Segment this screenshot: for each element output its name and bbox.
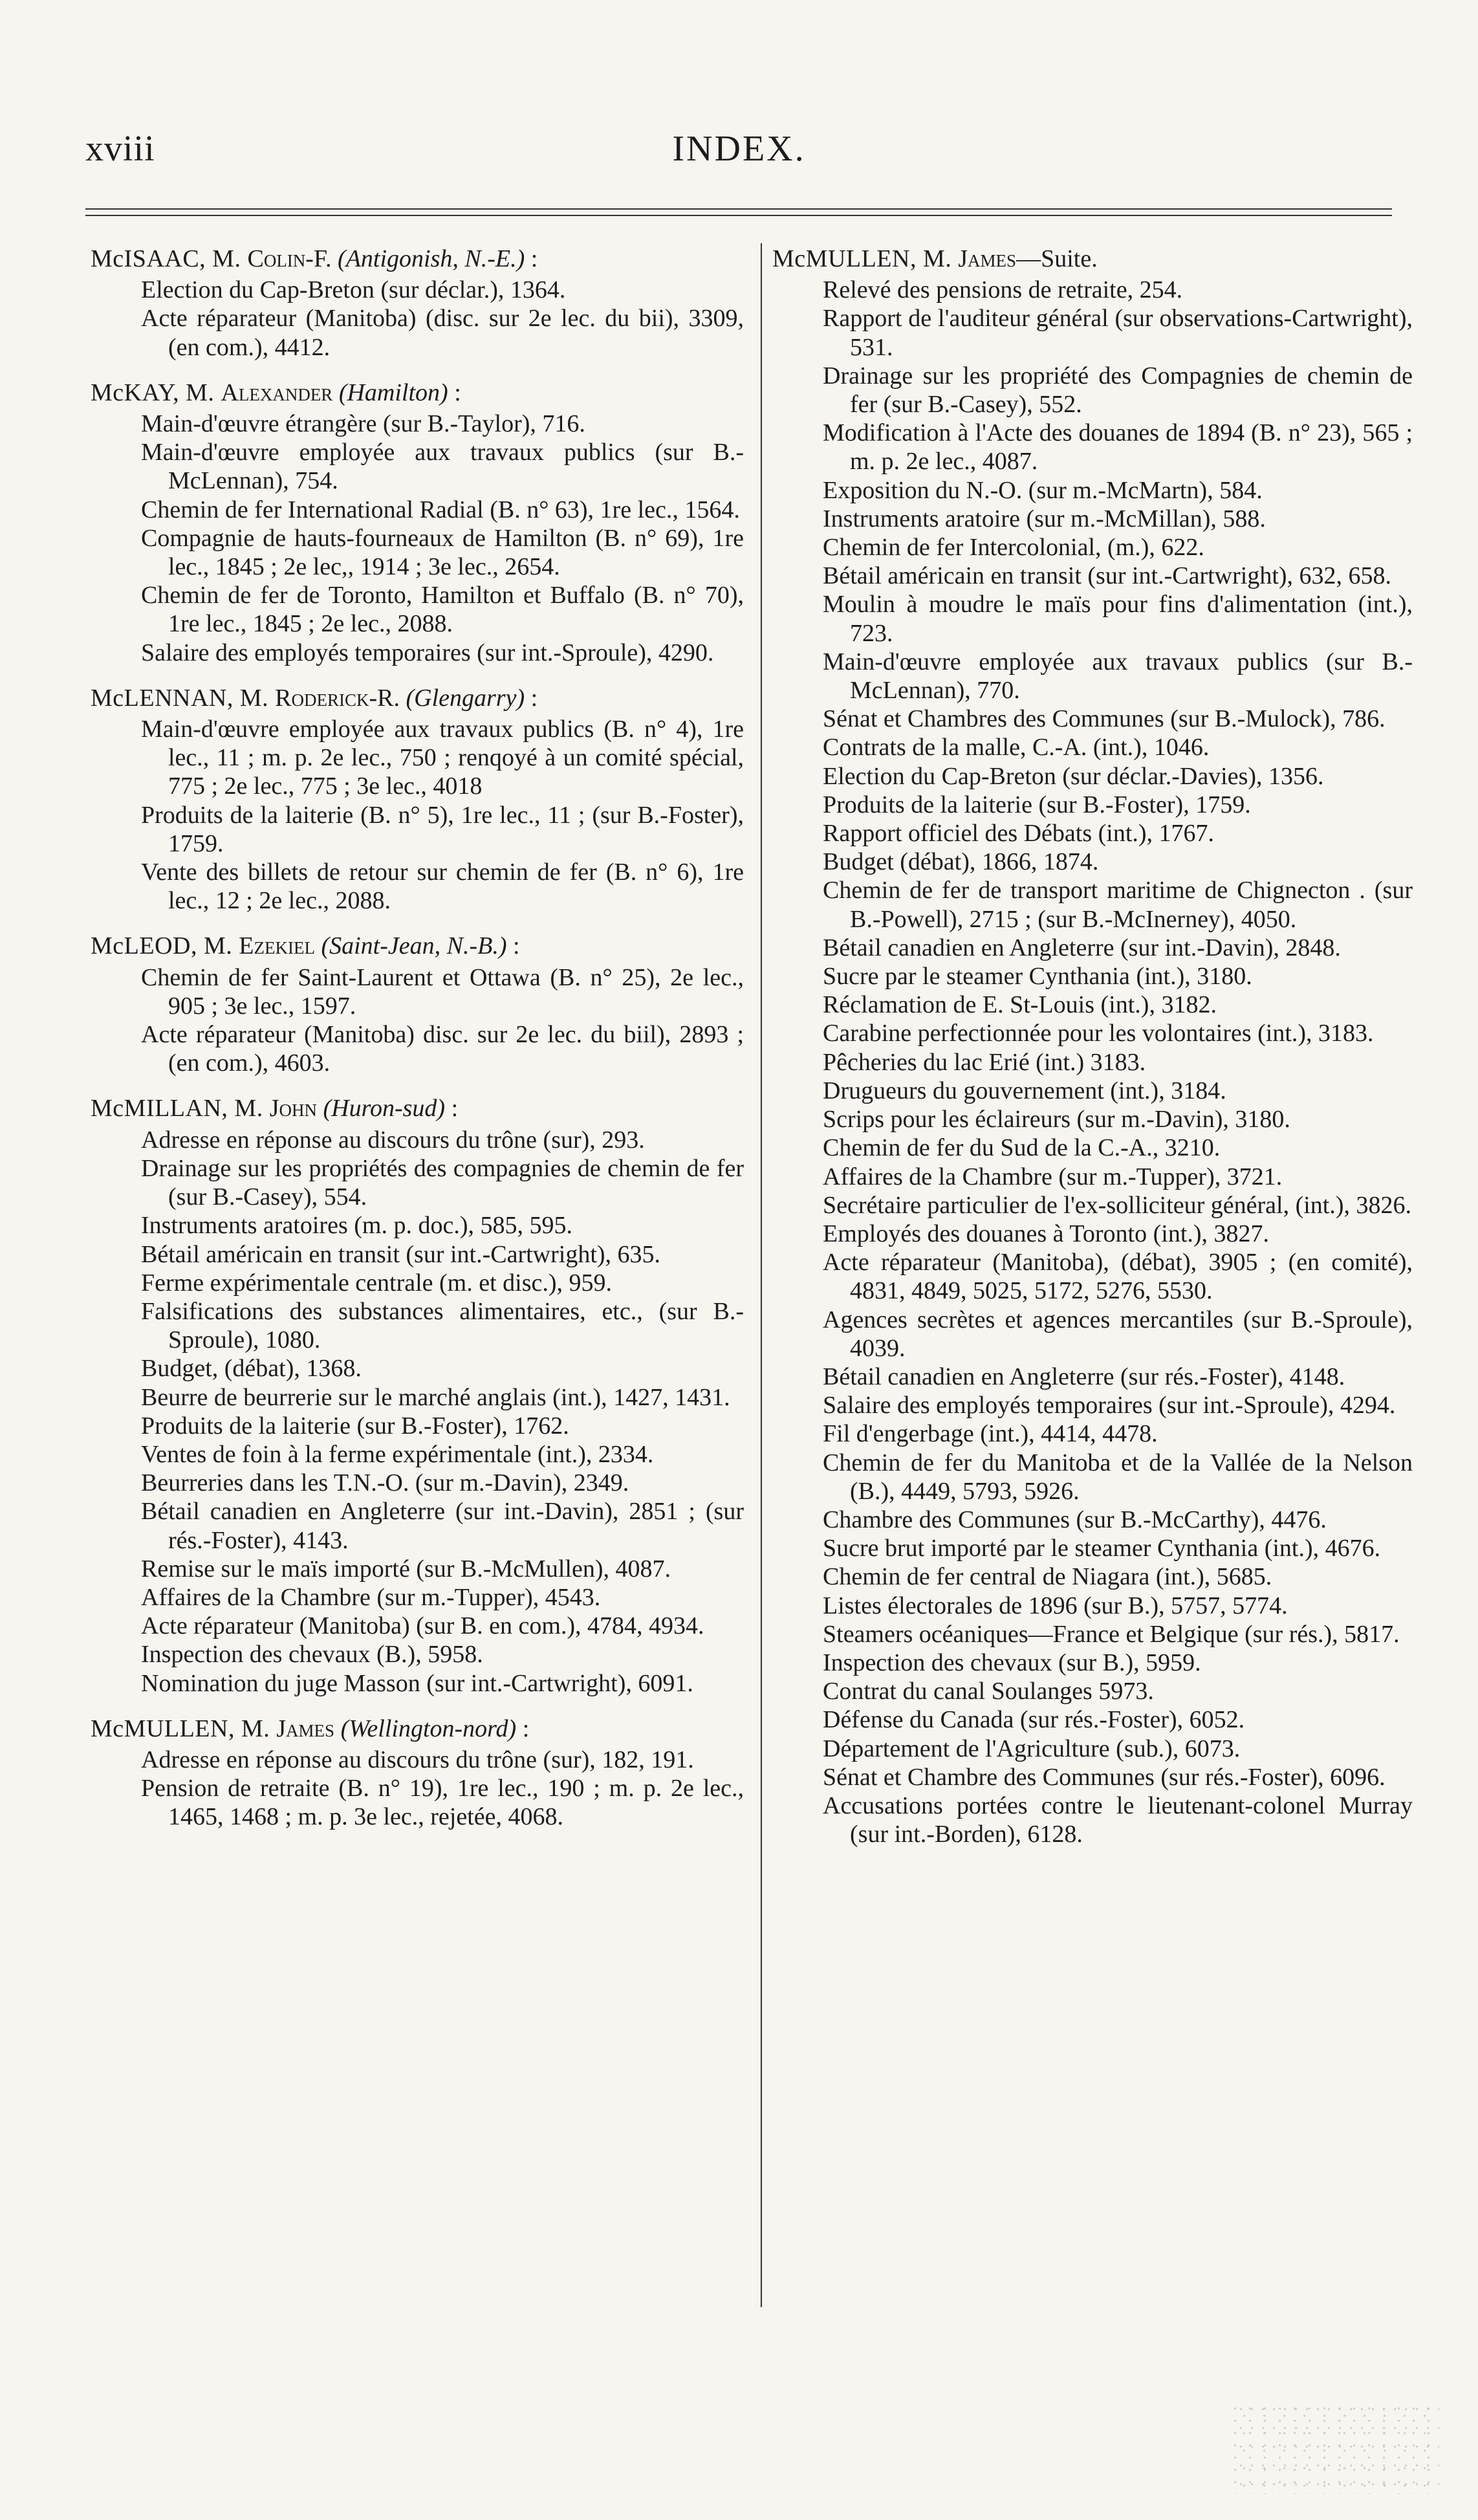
index-item: Modification à l'Acte des douanes de 1894 (B. n° 23), 565 ; m. p. 2e lec., 4087. (823, 419, 1413, 476)
member-first-name: Roderick-R. (275, 684, 400, 712)
index-item: Adresse en réponse au discours du trône (sur), 293. (141, 1126, 645, 1154)
left-column (91, 245, 744, 1848)
member-riding: (Huron-sud) (323, 1095, 446, 1123)
index-item: Chambre des Communes (sur B.-McCarthy), 4476. (823, 1506, 1327, 1533)
index-entry (91, 932, 744, 1077)
index-item: Adresse en réponse au discours du trône (sur), 182, 191. (141, 1746, 694, 1773)
index-item: Carabine perfectionnée pour les volontaires (int.), 3183. (823, 1020, 1374, 1047)
index-item: Drugueurs du gouvernement (int.), 3184. (823, 1077, 1226, 1104)
index-entry (91, 684, 744, 915)
index-item: Produits de la laiterie (B. n° 5), 1re lec., 11 ; (sur B.-Foster), 1759. (141, 801, 744, 857)
heading-suffix: : (516, 1715, 530, 1742)
index-item: Contrat du canal Soulanges 5973. (823, 1678, 1154, 1705)
index-item: Instruments aratoires (m. p. doc.), 585, 595. (141, 1212, 572, 1240)
header-rule (85, 215, 1392, 216)
index-item: Chemin de fer Intercolonial, (m.), 622. (823, 534, 1204, 562)
member-first-name: James (958, 245, 1017, 272)
index-item: Produits de la laiterie (sur B.-Foster), 1762. (141, 1412, 569, 1440)
member-first-name: Ezekiel (239, 932, 315, 960)
index-entry (772, 245, 1413, 1848)
entry-heading (91, 932, 744, 960)
index-item: Budget (débat), 1866, 1874. (823, 848, 1099, 876)
index-item: Acte réparateur (Manitoba) (sur B. en com.), 4784, 4934. (141, 1612, 704, 1640)
index-item: Main-d'œuvre employée aux travaux publics (B. n° 4), 1re lec., 11 ; m. p. 2e lec., 750 ; renqoyé à un comité spécial, 775 ; 2e lec., 775 ; 3e lec., 4018 (141, 716, 744, 800)
index-item: Défense du Canada (sur rés.-Foster), 6052. (823, 1706, 1245, 1734)
entry-heading (91, 1715, 744, 1743)
member-name: McLENNAN, M. (91, 684, 276, 712)
index-item: Chemin de fer de Toronto, Hamilton et Buffalo (B. n° 70), 1re lec., 1845 ; 2e lec., 2088. (141, 582, 744, 638)
page-number: xviii (85, 129, 155, 169)
index-item: Instruments aratoire (sur m.-McMillan), 588. (823, 505, 1266, 532)
index-item: Bétail américain en transit (sur int.-Cartwright), 632, 658. (823, 562, 1392, 590)
heading-suffix: : (525, 245, 538, 272)
index-item: Acte réparateur (Manitoba), (débat), 3905 ; (en comité), 4831, 4849, 5025, 5172, 5276, 5530. (823, 1249, 1413, 1305)
member-riding: (Glengarry) (406, 684, 525, 712)
index-item: Scrips pour les éclaireurs (sur m.-Davin), 3180. (823, 1106, 1290, 1134)
index-item: Accusations portées contre le lieutenant-colonel Murray (sur int.-Borden), 6128. (823, 1791, 1413, 1848)
member-name: McMULLEN, M. (91, 1715, 277, 1742)
index-item: Chemin de fer International Radial (B. n° 63), 1re lec., 1564. (141, 496, 740, 523)
heading-suffix: : (506, 932, 520, 960)
index-item: Budget, (débat), 1368. (141, 1355, 362, 1383)
index-item: Réclamation de E. St-Louis (int.), 3182. (823, 991, 1217, 1019)
heading-suffix: —Suite. (1016, 245, 1098, 272)
heading-suffix: : (448, 378, 461, 406)
index-entry (91, 1715, 744, 1832)
index-item: Bétail canadien en Angleterre (sur rés.-Foster), 4148. (823, 1363, 1345, 1390)
index-item: Election du Cap-Breton (sur déclar.-Davies), 1356. (823, 762, 1324, 790)
index-item: Sucre par le steamer Cynthania (int.), 3180. (823, 963, 1252, 991)
member-name: McKAY, M. (91, 378, 221, 406)
index-entry (91, 378, 744, 667)
entry-heading (91, 378, 744, 407)
heading-suffix: : (525, 684, 538, 712)
index-item: Beurre de beurrerie sur le marché anglais (int.), 1427, 1431. (141, 1383, 730, 1411)
entry-heading (91, 245, 744, 273)
index-item: Bétail canadien en Angleterre (sur int.-Davin), 2851 ; (sur rés.-Foster), 4143. (141, 1498, 744, 1554)
index-item: Salaire des employés temporaires (sur int.-Sproule), 4290. (141, 639, 714, 666)
index-entry (91, 245, 744, 362)
member-name: McMULLEN, M. (772, 245, 959, 272)
index-item: Affaires de la Chambre (sur m.-Tupper), 4543. (141, 1583, 601, 1611)
index-item: Compagnie de hauts-fourneaux de Hamilton (B. n° 69), 1re lec., 1845 ; 2e lec,, 1914 ; 3e lec., 2654. (141, 524, 744, 581)
index-item: Acte réparateur (Manitoba) (disc. sur 2e lec. du bii), 3309, (en com.), 4412. (141, 305, 744, 361)
index-item: Rapport de l'auditeur général (sur observations-Cartwright), 531. (823, 305, 1413, 361)
index-item: Fil d'engerbage (int.), 4414, 4478. (823, 1420, 1158, 1448)
index-item: Ventes de foin à la ferme expérimentale (int.), 2334. (141, 1440, 654, 1468)
entry-heading (91, 684, 744, 712)
member-first-name: John (269, 1095, 317, 1123)
index-item: Steamers océaniques—France et Belgique (sur rés.), 5817. (823, 1620, 1400, 1648)
index-item: Chemin de fer du Sud de la C.-A., 3210. (823, 1134, 1221, 1162)
index-item: Listes électorales de 1896 (sur B.), 5757, 5774. (823, 1592, 1288, 1619)
index-item: Main-d'œuvre employée aux travaux publics (sur B.-McLennan), 754. (141, 439, 744, 495)
page-speckle (1232, 2404, 1439, 2494)
index-item: Moulin à moudre le maïs pour fins d'alimentation (int.), 723. (823, 591, 1413, 647)
index-item: Beurreries dans les T.N.-O. (sur m.-Davin), 2349. (141, 1469, 629, 1497)
index-entry (91, 1094, 744, 1697)
member-name: McISAAC, M. (91, 245, 248, 272)
index-item: Produits de la laiterie (sur B.-Foster), 1759. (823, 791, 1251, 818)
member-riding: (Hamilton) (338, 378, 448, 406)
page-header (0, 0, 1478, 207)
index-item: Sénat et Chambre des Communes (sur rés.-Foster), 6096. (823, 1763, 1386, 1791)
heading-suffix: : (445, 1095, 459, 1123)
index-item: Ferme expérimentale centrale (m. et disc.), 959. (141, 1269, 613, 1297)
index-item: Secrétaire particulier de l'ex-solliciteur général, (int.), 3826. (823, 1191, 1412, 1219)
index-item: Département de l'Agriculture (sub.), 6073. (823, 1735, 1241, 1762)
index-item: Exposition du N.-O. (sur m.-McMartn), 584. (823, 476, 1263, 504)
member-first-name: James (276, 1715, 335, 1742)
index-item: Rapport officiel des Débats (int.), 1767. (823, 820, 1215, 848)
index-item: Chemin de fer de transport maritime de Chignecton . (sur B.-Powell), 2715 ; (sur B.-McInerney), 4050. (823, 877, 1413, 933)
index-item: Contrats de la malle, C.-A. (int.), 1046. (823, 734, 1210, 761)
index-item: Drainage sur les propriétés des compagnies de chemin de fer (sur B.-Casey), 554. (141, 1154, 744, 1211)
index-item: Remise sur le maïs importé (sur B.-McMullen), 4087. (141, 1555, 671, 1583)
page-title: INDEX. (672, 129, 806, 169)
index-item: Main-d'œuvre employée aux travaux publics (sur B.-McLennan), 770. (823, 648, 1413, 705)
index-item: Inspection des chevaux (sur B.), 5959. (823, 1649, 1201, 1676)
index-item: Agences secrètes et agences mercantiles (sur B.-Sproule), 4039. (823, 1306, 1413, 1362)
member-name: McLEOD, M. (91, 932, 239, 960)
column-divider (761, 243, 762, 2307)
index-item: Chemin de fer Saint-Laurent et Ottawa (B. n° 25), 2e lec., 905 ; 3e lec., 1597. (141, 963, 744, 1020)
index-item: Acte réparateur (Manitoba) disc. sur 2e lec. du biil), 2893 ; (en com.), 4603. (141, 1021, 744, 1077)
index-item: Bétail canadien en Angleterre (sur int.-Davin), 2848. (823, 934, 1341, 961)
index-item: Sucre brut importé par le steamer Cynthania (int.), 4676. (823, 1535, 1381, 1562)
index-item: Election du Cap-Breton (sur déclar.), 1364. (141, 276, 566, 304)
member-first-name: Alexander (221, 378, 333, 406)
index-item: Pension de retraite (B. n° 19), 1re lec., 190 ; m. p. 2e lec., 1465, 1468 ; m. p. 3e lec., rejetée, 4068. (141, 1775, 744, 1831)
entry-heading (772, 245, 1413, 273)
index-item: Employés des douanes à Toronto (int.), 3827. (823, 1220, 1270, 1247)
index-item: Relevé des pensions de retraite, 254. (823, 276, 1183, 304)
index-item: Chemin de fer du Manitoba et de la Vallée de la Nelson (B.), 4449, 5793, 5926. (823, 1449, 1413, 1505)
index-item: Drainage sur les propriété des Compagnies de chemin de fer (sur B.-Casey), 552. (823, 362, 1413, 419)
member-riding: (Wellington-nord) (340, 1715, 517, 1742)
index-item: Nomination du juge Masson (sur int.-Cartwright), 6091. (141, 1669, 693, 1697)
entry-heading (91, 1094, 744, 1123)
member-name: McMILLAN, M. (91, 1095, 270, 1123)
index-item: Affaires de la Chambre (sur m.-Tupper), 3721. (823, 1163, 1283, 1190)
index-item: Vente des billets de retour sur chemin de fer (B. n° 6), 1re lec., 12 ; 2e lec., 2088. (141, 859, 744, 915)
member-riding: (Saint-Jean, N.-B.) (321, 932, 507, 960)
index-item: Sénat et Chambres des Communes (sur B.-Mulock), 786. (823, 705, 1386, 733)
index-item: Salaire des employés temporaires (sur int.-Sproule), 4294. (823, 1392, 1396, 1419)
index-item: Pêcheries du lac Erié (int.) 3183. (823, 1048, 1146, 1076)
index-item: Chemin de fer central de Niagara (int.), 5685. (823, 1563, 1272, 1591)
index-item: Inspection des chevaux (B.), 5958. (141, 1641, 483, 1669)
index-item: Main-d'œuvre étrangère (sur B.-Taylor), 716. (141, 410, 585, 438)
index-item: Falsifications des substances alimentaires, etc., (sur B.-Sproule), 1080. (141, 1297, 744, 1354)
index-item: Bétail américain en transit (sur int.-Cartwright), 635. (141, 1240, 661, 1268)
right-column (772, 245, 1413, 1865)
member-first-name: Colin-F. (247, 245, 332, 272)
header-rule (85, 208, 1392, 210)
member-riding: (Antigonish, N.-E.) (338, 245, 525, 272)
